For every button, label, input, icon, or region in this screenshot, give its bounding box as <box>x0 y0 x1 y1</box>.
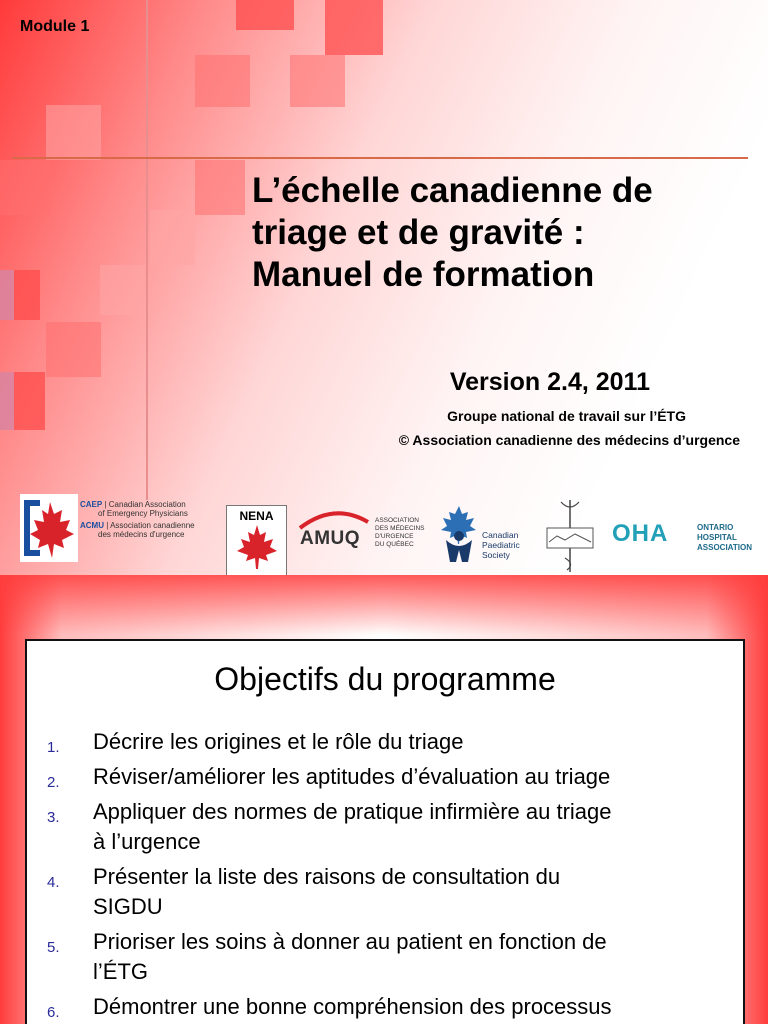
acmu-name-2: des médecins d'urgence <box>98 530 185 539</box>
objective-text: à l’urgence <box>93 829 201 854</box>
slide-background-gradient <box>0 575 768 635</box>
objective-item <box>47 992 727 1022</box>
title-line: L’échelle canadienne de <box>252 171 653 210</box>
cps-name-line: Paediatric <box>482 540 520 550</box>
horizontal-rule <box>12 157 748 159</box>
objective-text: SIGDU <box>93 894 163 919</box>
oha-name-line: HOSPITAL <box>697 533 737 542</box>
decor-square <box>195 160 245 215</box>
objectives-slide <box>0 575 768 1024</box>
objective-item <box>47 727 727 757</box>
decor-square <box>46 322 101 377</box>
objective-text: Présenter la liste des raisons de consultation du <box>93 864 561 889</box>
decor-square <box>100 265 145 315</box>
copyright-text: © Association canadienne des médecins d’urgence <box>398 432 740 448</box>
objectives-title: Objectifs du programme <box>214 661 556 697</box>
decor-square <box>0 270 14 320</box>
amuq-name <box>375 517 445 549</box>
amuq-swoosh-icon <box>298 508 370 530</box>
working-group-text: Groupe national de travail sur l’ÉTG <box>447 408 686 424</box>
cps-name <box>482 530 520 560</box>
oha-name-line: ONTARIO <box>697 523 734 532</box>
partner-logos <box>0 490 768 575</box>
decor-square <box>325 0 383 55</box>
caep-name-2: of Emergency Physicians <box>98 509 188 518</box>
vertical-rule <box>146 0 148 500</box>
decor-square <box>150 210 195 265</box>
cps-logo <box>436 504 482 564</box>
objective-number: 2. <box>47 774 60 791</box>
objective-text: l’ÉTG <box>93 959 148 984</box>
acmu-name: | Association canadienne <box>106 521 195 530</box>
title-line: triage et de gravité : <box>252 213 585 252</box>
objective-item <box>47 797 727 857</box>
objectives-list <box>47 727 727 1024</box>
amuq-name-line: DU QUÉBEC <box>375 541 414 548</box>
title-line: Manuel de formation <box>252 255 595 294</box>
objective-item <box>47 762 727 792</box>
objective-number: 3. <box>47 809 60 826</box>
objective-number: 5. <box>47 939 60 956</box>
decor-square <box>0 372 14 430</box>
decor-square <box>0 160 50 215</box>
decor-square <box>236 0 294 30</box>
slide-title <box>252 170 762 296</box>
objective-text: Décrire les origines et le rôle du triage <box>93 729 464 754</box>
cps-name-line: Canadian <box>482 530 519 540</box>
objective-number: 4. <box>47 874 60 891</box>
objective-item <box>47 927 727 987</box>
objectives-panel <box>25 639 745 1024</box>
acmu-abbrev: ACMU <box>80 521 104 530</box>
emblem-logo <box>545 498 595 574</box>
objective-item <box>47 862 727 922</box>
maple-leaf-icon <box>235 523 279 569</box>
objective-text: Réviser/améliorer les aptitudes d’évaluation au triage <box>93 764 611 789</box>
oha-logo-text: OHA <box>612 520 669 547</box>
objective-text: Prioriser les soins à donner au patient en fonction de <box>93 929 607 954</box>
objective-text: Appliquer des normes de pratique infirmière au triage <box>93 799 612 824</box>
decor-square <box>290 55 345 107</box>
nena-logo <box>226 505 287 575</box>
amuq-name-line: DES MÉDECINS <box>375 525 425 532</box>
objective-text: Démontrer une bonne compréhension des processus <box>93 994 612 1019</box>
caep-acmu-text <box>80 500 200 539</box>
caep-abbrev: CAEP <box>80 500 103 509</box>
cps-name-line: Society <box>482 550 510 560</box>
caep-logo <box>18 492 80 564</box>
amuq-logo-text: AMUQ <box>300 528 361 549</box>
decor-square <box>46 105 101 160</box>
module-label: Module 1 <box>20 18 90 35</box>
amuq-name-line: D'URGENCE <box>375 533 414 540</box>
objective-number: 6. <box>47 1004 60 1021</box>
amuq-name-line: ASSOCIATION <box>375 517 419 524</box>
objective-number: 1. <box>47 739 60 756</box>
nena-label: NENA <box>239 509 274 523</box>
decor-square <box>195 55 250 107</box>
version-text: Version 2.4, 2011 <box>449 368 650 396</box>
oha-name <box>697 523 752 553</box>
oha-name-line: ASSOCIATION <box>697 543 752 552</box>
caep-name: | Canadian Association <box>104 500 186 509</box>
